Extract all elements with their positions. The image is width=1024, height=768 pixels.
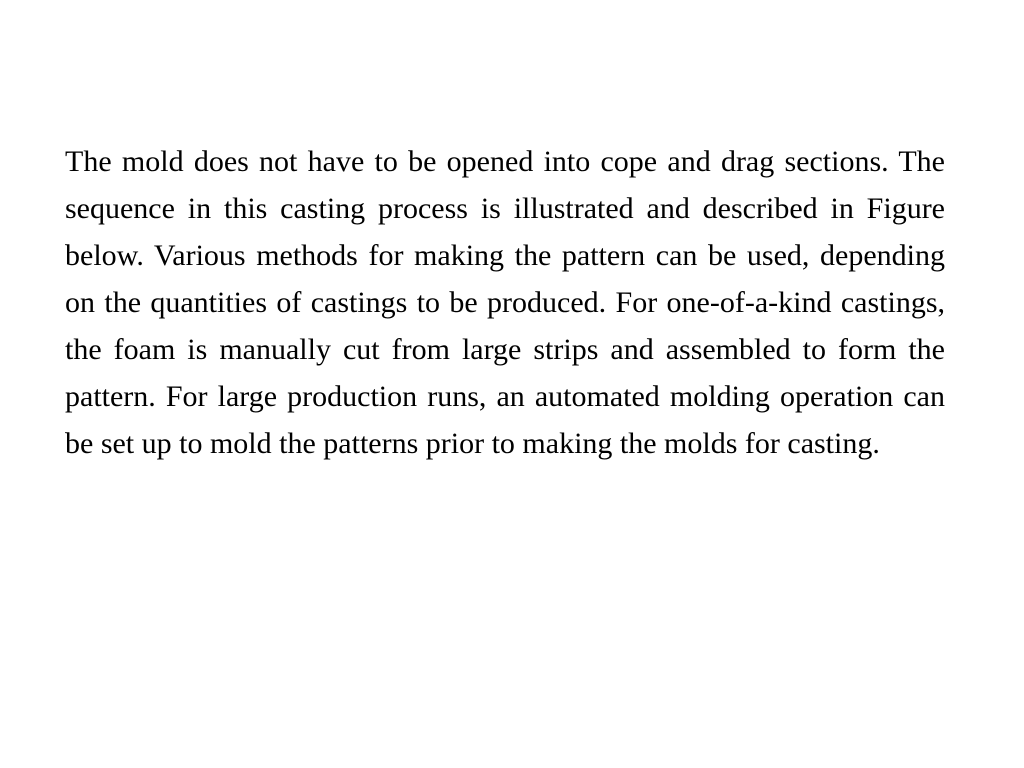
body-paragraph: The mold does not have to be opened into cope and drag sections. The sequence in this casting process is illustrated and described in Figure below. Various methods for making the pattern can be used, depending on the quantities of castings to be produced. For one-of-a-kind castings, the foam is manually cut from large strips and assembled to form the pattern. For large production runs, an automated molding operation can be set up to mold the patterns prior to making the molds for casting. — [65, 145, 945, 460]
